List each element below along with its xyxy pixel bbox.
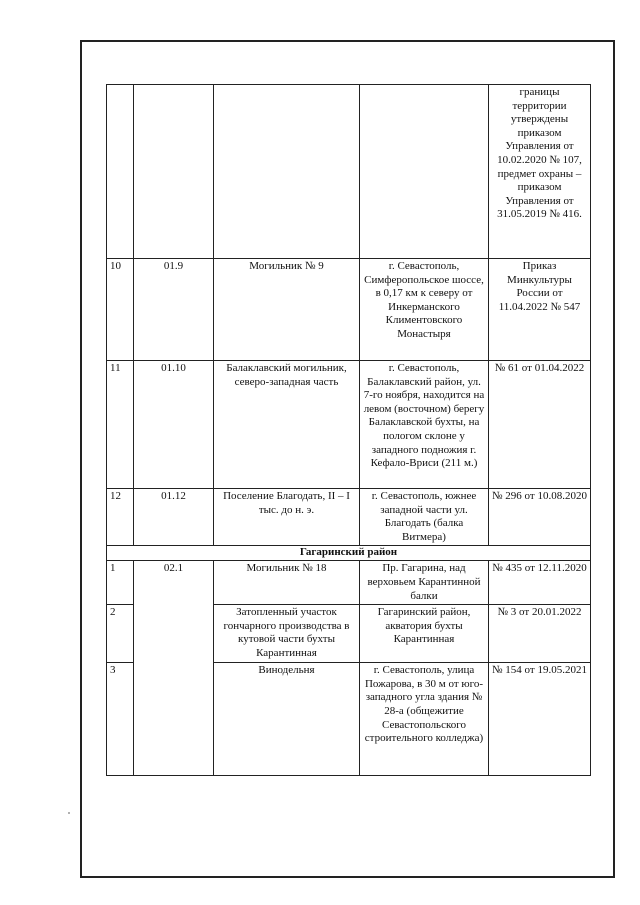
cell-address: Гагаринский район, акватория бухты Карантинная [360, 605, 489, 663]
cell-number: 12 [107, 489, 134, 546]
cell-name: Могильник № 9 [214, 259, 360, 361]
section-row [107, 546, 591, 561]
cell-document: № 3 от 20.01.2022 [489, 605, 591, 663]
cell-number: 10 [107, 259, 134, 361]
cell-document: № 154 от 19.05.2021 [489, 663, 591, 776]
table-row [107, 361, 591, 489]
table-row [107, 561, 591, 605]
cell-address: Пр. Гагарина, над верховьем Карантинной балки [360, 561, 489, 605]
cell-code: 01.12 [134, 489, 214, 546]
scan-artifact [68, 812, 70, 814]
cell-code: 02.1 [134, 561, 214, 776]
cell-code [134, 85, 214, 259]
cell-name: Балаклавский могильник, северо-западная часть [214, 361, 360, 489]
cell-document: № 296 от 10.08.2020 [489, 489, 591, 546]
cell-number: 3 [107, 663, 134, 776]
cell-address: г. Севастополь, Балаклавский район, ул. 7-го ноября, находится на левом (восточном) берегу Балаклавской бухты, на пологом склоне у западного подножия г. Кефало-Вриси (211 м.) [360, 361, 489, 489]
cell-name: Затопленный участок гончарного производства в кутовой части бухты Карантинная [214, 605, 360, 663]
cell-document: № 435 от 12.11.2020 [489, 561, 591, 605]
cell-name: Винодельня [214, 663, 360, 776]
table-row [107, 259, 591, 361]
cell-document: границы территории утверждены приказом Управления от 10.02.2020 № 107, предмет охраны – приказом Управления от 31.05.2019 № 416. [489, 85, 591, 259]
cell-address: г. Севастополь, южнее западной части ул. Благодать (балка Витмера) [360, 489, 489, 546]
cell-name [214, 85, 360, 259]
cell-code: 01.10 [134, 361, 214, 489]
cell-code: 01.9 [134, 259, 214, 361]
section-title: Гагаринский район [107, 546, 591, 561]
cell-number: 1 [107, 561, 134, 605]
cell-address [360, 85, 489, 259]
heritage-objects-table [106, 84, 591, 776]
cell-address: г. Севастополь, Симферопольское шоссе, в 0,17 км к северу от Инкерманского Климентовского Монастыря [360, 259, 489, 361]
table-row [107, 489, 591, 546]
cell-document: № 61 от 01.04.2022 [489, 361, 591, 489]
cell-document: Приказ Минкультуры России от 11.04.2022 № 547 [489, 259, 591, 361]
cell-number: 11 [107, 361, 134, 489]
cell-number [107, 85, 134, 259]
cell-address: г. Севастополь, улица Пожарова, в 30 м от юго-западного угла здания № 28-а (общежитие Севастопольского строительного колледжа) [360, 663, 489, 776]
cell-name: Поселение Благодать, II – I тыс. до н. э. [214, 489, 360, 546]
cell-name: Могильник № 18 [214, 561, 360, 605]
table-row-continued [107, 85, 591, 259]
cell-number: 2 [107, 605, 134, 663]
